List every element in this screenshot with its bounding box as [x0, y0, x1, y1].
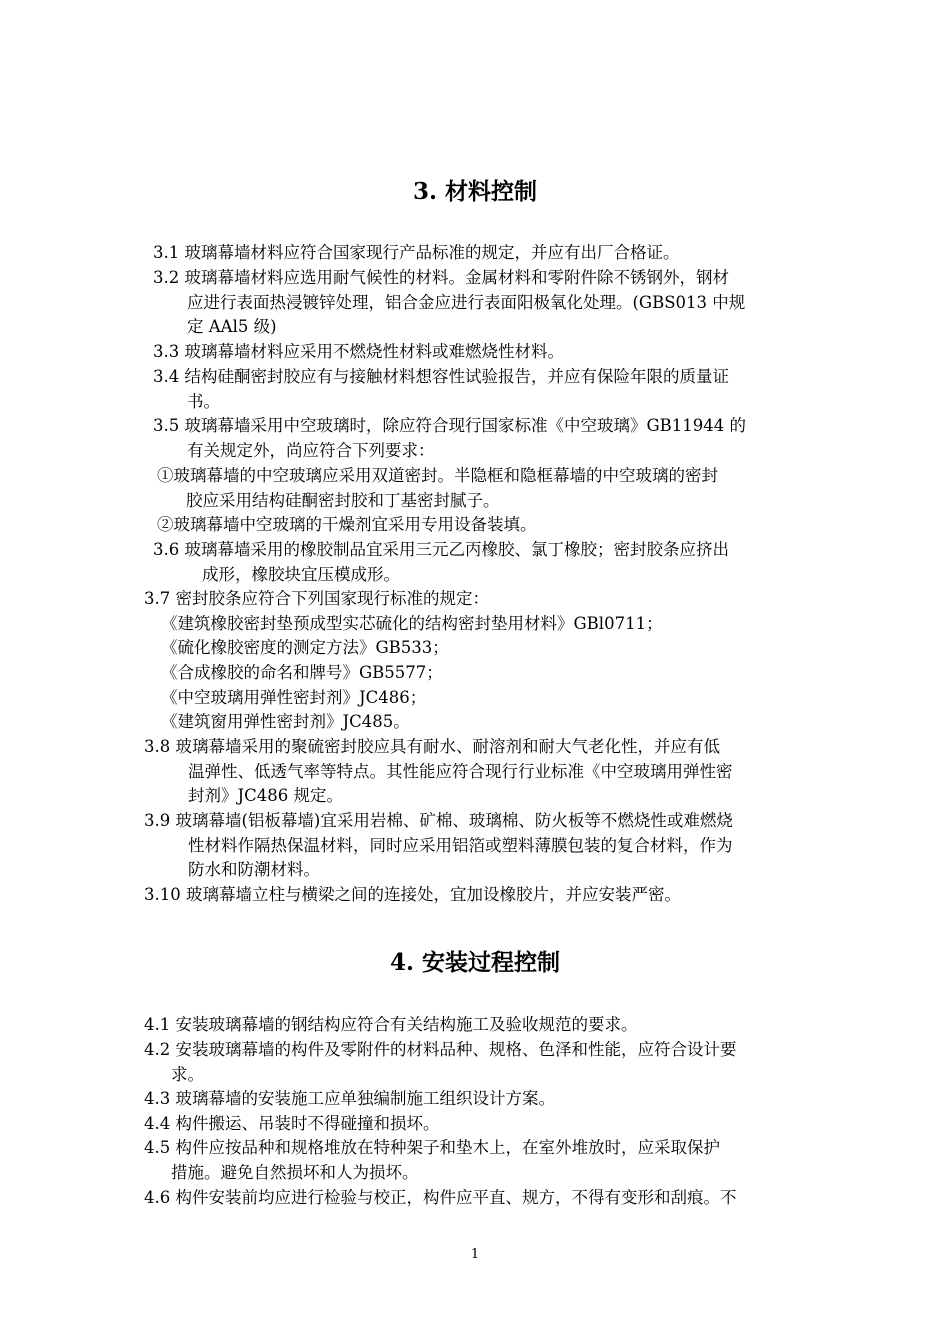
section-3-heading: 3. 材料控制 [412, 178, 538, 205]
paragraph-3-9 [144, 809, 733, 883]
paragraph-3-4 [153, 365, 729, 414]
paragraph-3-9-line-2: 性材料作隔热保温材料，同时应采用铝箔或塑料薄膜包装的复合材料，作为 [188, 835, 733, 855]
paragraph-4-6: 4.6 构件安装前均应进行检验与校正，构件应平直、规方，不得有变形和刮痕。不 [144, 1188, 737, 1207]
standard-4: 《中空玻璃用弹性密封剂》JC486； [161, 688, 427, 707]
paragraph-3-5-line-1: 3.5 玻璃幕墙采用中空玻璃时，除应符合现行国家标准《中空玻璃》GB11944 的 [153, 416, 747, 435]
paragraph-4-2 [144, 1038, 737, 1087]
paragraph-3-8-line-3: 封剂》JC486 规定。 [188, 786, 343, 806]
paragraph-4-1: 4.1 安装玻璃幕墙的钢结构应符合有关结构施工及验收规范的要求。 [144, 1015, 638, 1034]
paragraph-3-4-line-2: 书。 [187, 391, 220, 411]
paragraph-3-2-line-3: 定 AAl5 级) [187, 317, 277, 337]
paragraph-4-5-line-1: 4.5 构件应按品种和规格堆放在特种架子和垫木上，在室外堆放时，应采取保护 [144, 1138, 720, 1157]
paragraph-4-3: 4.3 玻璃幕墙的安装施工应单独编制施工组织设计方案。 [144, 1089, 555, 1108]
paragraph-4-2-line-2: 求。 [171, 1064, 204, 1084]
paragraph-3-2-line-1: 3.2 玻璃幕墙材料应选用耐气候性的材料。金属材料和零附件除不锈钢外，钢材 [153, 268, 729, 287]
paragraph-3-8 [144, 735, 733, 809]
paragraph-4-2-line-1: 4.2 安装玻璃幕墙的构件及零附件的材料品种、规格、色泽和性能，应符合设计要 [144, 1040, 737, 1059]
list-item-2: ②玻璃幕墙中空玻璃的干燥剂宜采用专用设备装填。 [157, 515, 537, 534]
list-item-1 [157, 464, 718, 513]
list-item-1-line-1: ①玻璃幕墙的中空玻璃应采用双道密封。半隐框和隐框幕墙的中空玻璃的密封 [157, 466, 718, 485]
paragraph-4-5-line-2: 措施。避免自然损坏和人为损坏。 [171, 1162, 419, 1182]
standard-5: 《建筑窗用弹性密封剂》JC485。 [161, 712, 410, 731]
paragraph-4-4: 4.4 构件搬运、吊装时不得碰撞和损坏。 [144, 1114, 440, 1133]
paragraph-3-2 [153, 266, 745, 340]
paragraph-3-6-line-2: 成形，橡胶块宜压模成形。 [202, 564, 400, 584]
standard-2: 《硫化橡胶密度的测定方法》GB533； [161, 638, 449, 657]
paragraph-3-6 [153, 538, 729, 587]
list-item-1-line-2: 胶应采用结构硅酮密封胶和丁基密封腻子。 [186, 490, 500, 510]
standard-3: 《合成橡胶的命名和牌号》GB5577； [161, 663, 443, 682]
paragraph-4-5 [144, 1136, 720, 1185]
paragraph-3-3: 3.3 玻璃幕墙材料应采用不燃烧性材料或难燃烧性材料。 [153, 342, 564, 361]
paragraph-3-8-line-1: 3.8 玻璃幕墙采用的聚硫密封胶应具有耐水、耐溶剂和耐大气老化性，并应有低 [144, 737, 720, 756]
page-number: 1 [470, 1247, 480, 1262]
section-4-heading: 4. 安装过程控制 [389, 949, 561, 976]
paragraph-3-9-line-3: 防水和防潮材料。 [188, 860, 320, 880]
paragraph-3-5 [153, 414, 746, 463]
paragraph-3-7: 3.7 密封胶条应符合下列国家现行标准的规定： [144, 589, 489, 608]
paragraph-3-8-line-2: 温弹性、低透气率等特点。其性能应符合现行行业标准《中空玻璃用弹性密 [188, 761, 733, 781]
paragraph-3-4-line-1: 3.4 结构硅酮密封胶应有与接触材料想容性试验报告，并应有保险年限的质量证 [153, 367, 729, 386]
paragraph-3-6-line-1: 3.6 玻璃幕墙采用的橡胶制品宜采用三元乙丙橡胶、氯丁橡胶；密封胶条应挤出 [153, 540, 729, 559]
paragraph-3-5-line-2: 有关规定外，尚应符合下列要求： [187, 440, 435, 460]
paragraph-3-1: 3.1 玻璃幕墙材料应符合国家现行产品标准的规定，并应有出厂合格证。 [153, 243, 680, 262]
paragraph-3-9-line-1: 3.9 玻璃幕墙(铝板幕墙)宜采用岩棉、矿棉、玻璃棉、防火板等不燃烧性或难燃烧 [144, 811, 733, 830]
paragraph-3-10: 3.10 玻璃幕墙立柱与横梁之间的连接处，宜加设橡胶片，并应安装严密。 [144, 885, 681, 904]
standard-1: 《建筑橡胶密封垫预成型实芯硫化的结构密封垫用材料》GBl0711； [161, 614, 663, 633]
paragraph-3-2-line-2: 应进行表面热浸镀锌处理，铝合金应进行表面阳极氧化处理。(GBS013 中规 [187, 292, 746, 312]
